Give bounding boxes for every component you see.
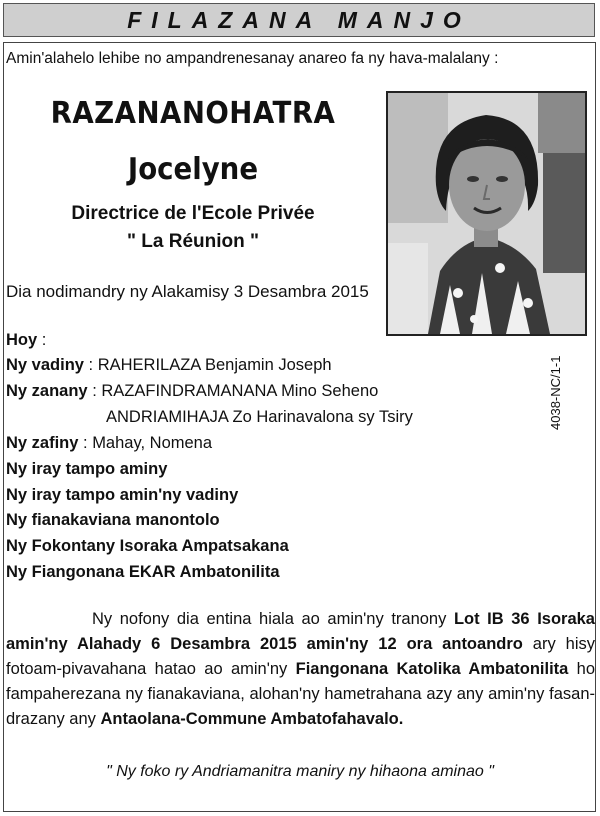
deceased-school: " La Réunion " bbox=[126, 231, 260, 252]
family-iray-tampo bbox=[6, 460, 167, 479]
closing-verse: " Ny foko ry Andriamanitra maniry ny hihaona aminao " bbox=[106, 763, 494, 780]
vadiny-label: Ny vadiny bbox=[6, 356, 84, 374]
funeral-text-1: Ny nofony dia entina hiala ao amin'ny tranony bbox=[92, 610, 454, 628]
reference-code: 4038-NC/1-1 bbox=[548, 355, 563, 430]
deceased-role: Directrice de l'Ecole Privée bbox=[71, 203, 315, 224]
banner-title: FILAZANA MANJO bbox=[127, 6, 471, 33]
deceased-surname: RAZANANOHATRA bbox=[50, 96, 336, 131]
fianakaviana-label: Ny fianakaviana manontolo bbox=[6, 511, 220, 529]
funeral-burial-place: Antaolana-Commune Ambatofahavalo. bbox=[100, 710, 404, 728]
family-fokontany bbox=[6, 537, 289, 556]
death-date: Dia nodimandry ny Alakamisy 3 Desambra 2015 bbox=[6, 282, 369, 301]
funeral-text-3: ho fampaherezana ny fianakaviana, alohan'ny hametrahana azy any amin'ny fasan-drazany any bbox=[6, 660, 595, 728]
funeral-paragraph bbox=[6, 607, 595, 732]
notice-banner bbox=[3, 3, 595, 37]
hoy-label: Hoy bbox=[6, 331, 38, 349]
funeral-address-date: Lot IB 36 Isoraka amin'ny Alahady 6 Desambra 2015 amin'ny 12 ora antoandro bbox=[6, 610, 595, 653]
family-vadiny bbox=[6, 356, 332, 375]
funeral-church: Fiangonana Katolika Ambatonilita bbox=[295, 660, 569, 678]
fokontany-label: Ny Fokontany Isoraka Ampatsakana bbox=[6, 537, 289, 555]
intro-text: Amin'alahelo lehibe no ampandrenesanay anareo fa ny hava-malalany : bbox=[6, 50, 499, 67]
family-hoy bbox=[6, 331, 46, 350]
iray-tampo-label: Ny iray tampo aminy bbox=[6, 460, 168, 478]
hoy-suffix: : bbox=[37, 331, 47, 349]
fiangonana-label: Ny Fiangonana EKAR Ambatonilita bbox=[6, 563, 280, 581]
vadiny-value: : RAHERILAZA Benjamin Joseph bbox=[83, 356, 332, 374]
family-zanany bbox=[6, 382, 378, 401]
zanany-label: Ny zanany bbox=[6, 382, 88, 400]
iray-tampo-vadiny-label: Ny iray tampo amin'ny vadiny bbox=[6, 486, 239, 504]
family-fianakaviana bbox=[6, 511, 220, 530]
zanany-value: : RAZAFINDRAMANANA Mino Seheno bbox=[87, 382, 379, 400]
family-fiangonana bbox=[6, 563, 280, 582]
family-iray-tampo-vadiny bbox=[6, 486, 238, 505]
deceased-given-name: Jocelyne bbox=[127, 152, 259, 187]
portrait-photo bbox=[386, 91, 587, 336]
zafiny-value: : Mahay, Nomena bbox=[78, 434, 213, 452]
zafiny-label: Ny zafiny bbox=[6, 434, 79, 452]
family-zanany-continued: ANDRIAMIHAJA Zo Harinavalona sy Tsiry bbox=[106, 408, 413, 426]
funeral-text-2: ary hisy fotoam-pivavahana hatao ao amin'ny bbox=[6, 635, 596, 678]
family-zafiny bbox=[6, 434, 212, 453]
